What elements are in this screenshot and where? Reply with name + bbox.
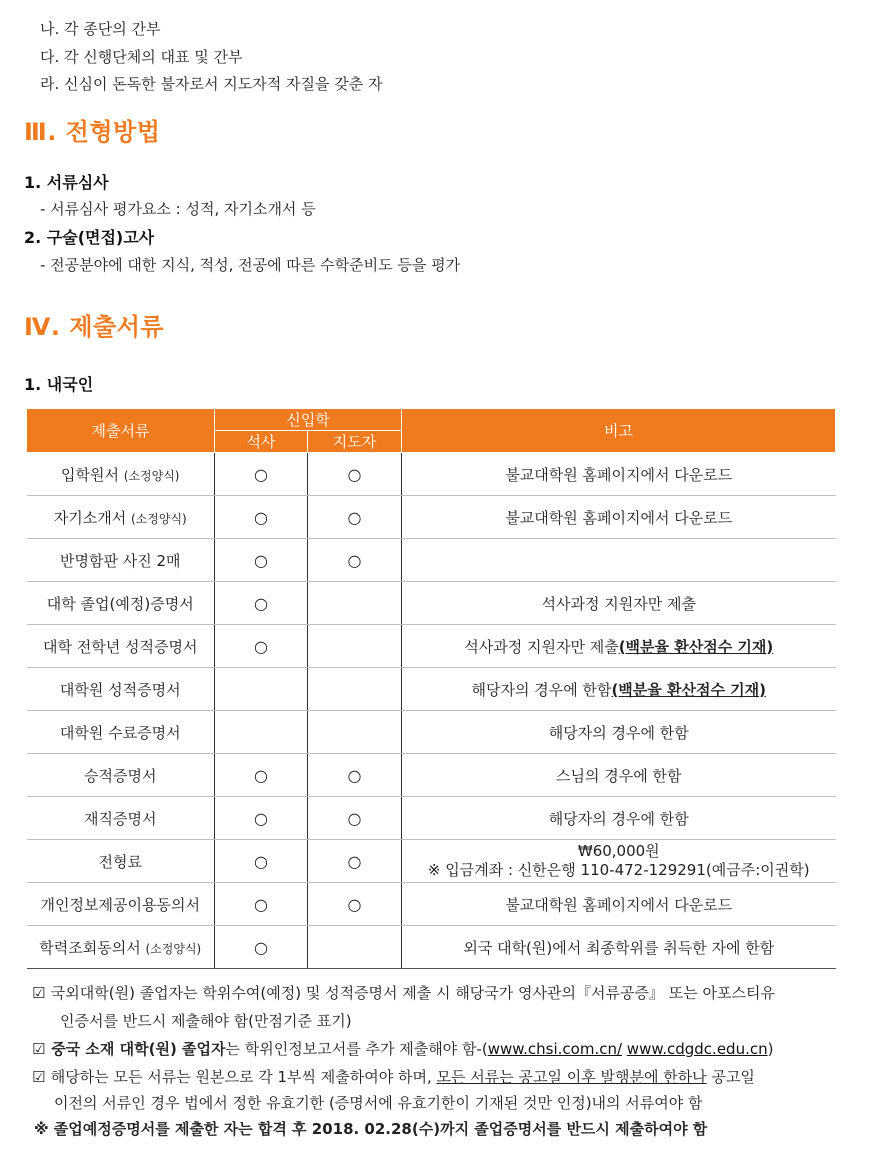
master-mark: ○ — [254, 636, 268, 656]
master-mark: ○ — [254, 894, 268, 914]
remark: 스님의 경우에 한함 — [556, 766, 682, 785]
remark-account: ※ 입금계좌 : 신한은행 110-472-129291(예금주:이권학) — [427, 861, 810, 879]
leader-mark: ○ — [347, 464, 362, 484]
table-row — [27, 539, 836, 582]
table-row — [27, 926, 836, 969]
header-remarks: 비고 — [402, 409, 836, 453]
master-mark: ○ — [254, 507, 268, 527]
table-row — [27, 453, 836, 496]
note-text: 국외대학(원) 졸업자는 학위수여(예정) 및 성적증명서 제출 시 해당국가 영사관의『서류공증』 또는 아포스티유 — [46, 984, 775, 1002]
doc-form-note: (소정양식) — [145, 941, 202, 956]
section-title-selection: Ⅲ. 전형방법 — [24, 118, 161, 146]
note-text-end: ) — [767, 1040, 774, 1058]
table-row — [27, 840, 836, 883]
section-title-documents: Ⅳ. 제출서류 — [24, 313, 165, 341]
note-underlined: 모든 서류는 공고일 이후 발행분에 한하나 — [436, 1068, 707, 1086]
remark-emphasis: (백분율 환산점수 기재) — [611, 680, 767, 699]
note-expected-graduation: ※ 졸업예정증명서를 제출한 자는 합격 후 2018. 02.28(수)까지 졸업증명서를 반드시 제출하여야 함 — [34, 1120, 708, 1138]
sub-title-document-review: 1. 서류심사 — [24, 173, 109, 192]
doc-form-note: (소정양식) — [131, 511, 187, 526]
documents-table — [26, 408, 836, 969]
checkbox-icon: ☑ — [32, 984, 46, 1002]
remark-emphasis: (백분율 환산점수 기재) — [618, 637, 774, 656]
sub-title-interview: 2. 구술(면접)고사 — [24, 228, 155, 247]
note-text: 공고일 — [706, 1068, 755, 1086]
master-mark: ○ — [254, 851, 268, 871]
table-row — [27, 883, 836, 926]
leader-mark: ○ — [347, 507, 362, 527]
remark: 석사과정 지원자만 제출 — [541, 594, 696, 613]
master-mark: ○ — [254, 808, 268, 828]
remark-fee: ₩60,000원 — [577, 842, 660, 860]
cdgdc-link[interactable]: www.cdgdc.edu.cn — [626, 1040, 768, 1058]
remark: 석사과정 지원자만 제출 — [464, 637, 619, 656]
master-mark: ○ — [254, 593, 268, 613]
leader-mark: ○ — [347, 808, 362, 828]
remark: 불교대학원 홈페이지에서 다운로드 — [505, 508, 733, 527]
leader-mark: ○ — [347, 550, 362, 570]
checkbox-icon: ☑ — [32, 1040, 46, 1058]
doc-name: 입학원서 — [61, 465, 119, 484]
header-new: 신입학 — [215, 409, 402, 431]
table-row — [27, 625, 836, 668]
intro-item: 나. 각 종단의 간부 — [40, 20, 161, 38]
note-foreign-graduates — [32, 982, 775, 1003]
intro-item: 다. 각 신행단체의 대표 및 간부 — [40, 48, 243, 66]
note-text: 해당하는 모든 서류는 원본으로 각 1부씩 제출하여야 하며, — [46, 1068, 437, 1086]
doc-name: 반명함판 사진 2매 — [59, 551, 181, 570]
remark: 외국 대학(원)에서 최종학위를 취득한 자에 한함 — [463, 938, 775, 957]
doc-name: 승적증명서 — [84, 766, 157, 785]
doc-name: 전형료 — [98, 852, 142, 871]
table-row — [27, 754, 836, 797]
doc-name: 대학원 수료증명서 — [59, 723, 181, 742]
sub-item-document-review: - 서류심사 평가요소 : 성적, 자기소개서 등 — [40, 200, 316, 218]
header-leader: 지도자 — [308, 431, 402, 453]
doc-name: 자기소개서 — [53, 508, 127, 527]
doc-form-note: (소정양식) — [123, 468, 180, 483]
master-mark: ○ — [254, 937, 268, 957]
remark: 해당자의 경우에 한함 — [471, 680, 612, 699]
master-mark: ○ — [254, 765, 268, 785]
doc-name: 대학원 성적증명서 — [59, 680, 181, 699]
note-text: 는 학위인정보고서를 추가 제출해야 함-( — [225, 1040, 488, 1058]
doc-name: 재직증명서 — [84, 809, 157, 828]
table-row — [27, 797, 836, 840]
remark: 해당자의 경우에 한함 — [548, 723, 689, 742]
header-master: 석사 — [215, 431, 308, 453]
sub-item-interview: - 전공분야에 대한 지식, 적성, 전공에 따른 수학준비도 등을 평가 — [40, 256, 461, 274]
note-emphasis: 중국 소재 대학(원) 졸업자 — [46, 1040, 226, 1058]
sub-title-domestic: 1. 내국인 — [24, 375, 94, 394]
checkbox-icon: ☑ — [32, 1068, 46, 1086]
leader-mark: ○ — [347, 851, 362, 871]
header-doc: 제출서류 — [27, 409, 215, 453]
chsi-link[interactable]: www.chsi.com.cn/ — [487, 1040, 623, 1058]
leader-mark: ○ — [347, 765, 362, 785]
note-foreign-graduates-cont: 인증서를 반드시 제출해야 함(만점기준 표기) — [60, 1012, 352, 1030]
master-mark: ○ — [254, 550, 268, 570]
remark: 불교대학원 홈페이지에서 다운로드 — [505, 895, 733, 914]
remark: 해당자의 경우에 한함 — [548, 809, 689, 828]
table-row — [27, 496, 836, 539]
note-original-documents-cont: 이전의 서류인 경우 법에서 정한 유효기한 (증명서에 유효기한이 기재된 것만 인정)내의 서류여야 함 — [54, 1094, 703, 1112]
leader-mark: ○ — [347, 894, 362, 914]
table-row — [27, 582, 836, 625]
note-original-documents — [32, 1066, 755, 1087]
doc-name: 대학 전학년 성적증명서 — [43, 637, 198, 656]
master-mark: ○ — [254, 464, 268, 484]
table-row — [27, 668, 836, 711]
note-china-graduates — [32, 1038, 773, 1059]
intro-item: 라. 신심이 돈독한 불자로서 지도자적 자질을 갖춘 자 — [40, 75, 383, 93]
doc-name: 대학 졸업(예정)증명서 — [46, 594, 194, 613]
doc-name: 학력조회동의서 — [39, 938, 141, 957]
doc-name: 개인정보제공이용동의서 — [40, 895, 200, 914]
table-row — [27, 711, 836, 754]
remark: 불교대학원 홈페이지에서 다운로드 — [505, 465, 733, 484]
